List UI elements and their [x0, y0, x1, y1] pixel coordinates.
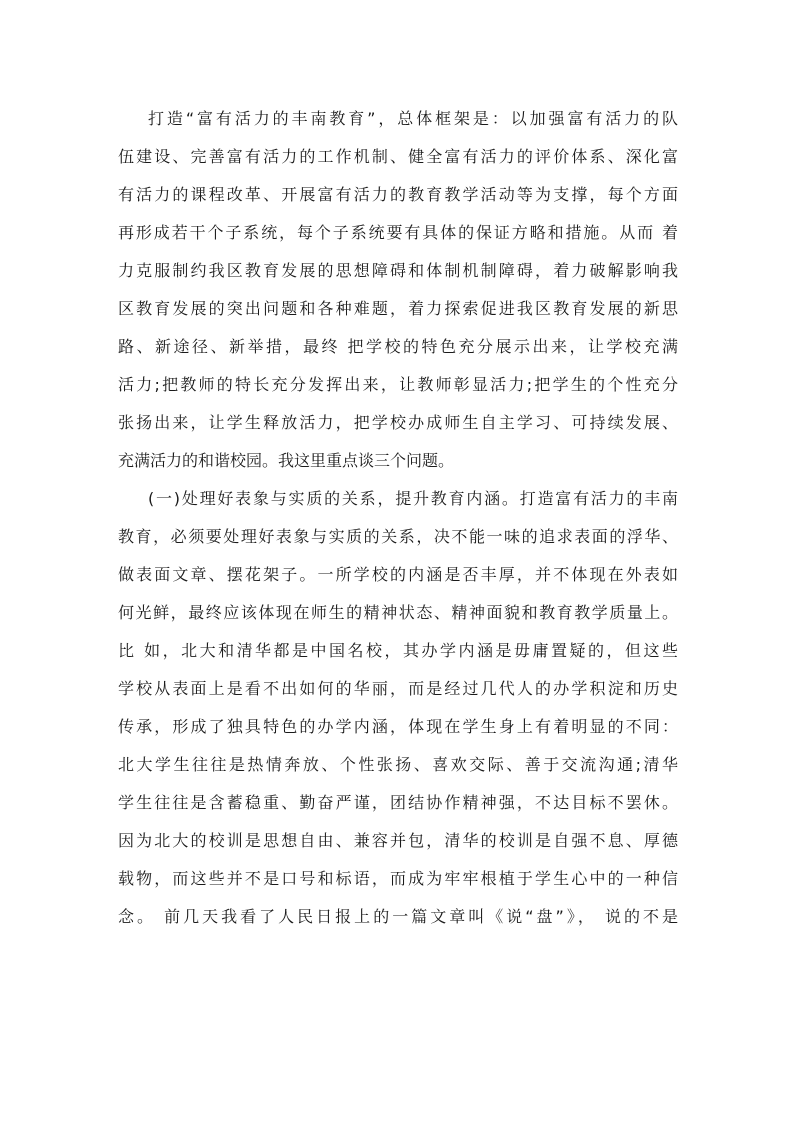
paragraph-1-line-10: 充满活力的和谐校园。我这里重点谈三个问题。	[118, 451, 455, 470]
paragraph-1-line-5: 力克服制约我区教育发展的思想障碍和体制机制障碍，着力破解影响我	[118, 261, 678, 280]
paragraph-2-line-1: (一)处理好表象与实质的关系，提升教育内涵。打造富有活力的丰南	[148, 489, 678, 508]
paragraph-1-line-7: 路、新途径、新举措，最终 把学校的特色充分展示出来，让学校充满	[118, 337, 678, 356]
paragraph-1-line-8: 活力;把教师的特长充分发挥出来，让教师彰显活力;把学生的个性充分	[118, 375, 678, 394]
paragraph-1-line-6: 区教育发展的突出问题和各种难题，着力探索促进我区教育发展的新思	[118, 299, 678, 318]
paragraph-2-line-4: 何光鲜，最终应该体现在师生的精神状态、精神面貌和教育教学质量上。	[118, 603, 678, 622]
paragraph-1-line-1: 打造“富有活力的丰南教育”，总体框架是：以加强富有活力的队	[148, 109, 678, 128]
paragraph-1-line-3: 有活力的课程改革、开展富有活力的教育教学活动等为支撑，每个方面	[118, 185, 678, 204]
document-body	[118, 100, 678, 936]
paragraph-2-line-12: 念。 前几天我看了人民日报上的一篇文章叫《说“盘”》， 说的不是	[118, 907, 678, 926]
paragraph-2-line-8: 北大学生往往是热情奔放、个性张扬、喜欢交际、善于交流沟通;清华	[118, 755, 678, 774]
paragraph-2-line-7: 传承，形成了独具特色的办学内涵，体现在学生身上有着明显的不同：	[118, 717, 678, 736]
paragraph-2-line-5: 比 如，北大和清华都是中国名校，其办学内涵是毋庸置疑的，但这些	[118, 641, 678, 660]
paragraph-2-line-6: 学校从表面上是看不出如何的华丽，而是经过几代人的办学积淀和历史	[118, 679, 678, 698]
paragraph-2-line-2: 教育，必须要处理好表象与实质的关系，决不能一味的追求表面的浮华、	[118, 527, 678, 546]
paragraph-2-line-9: 学生往往是含蓄稳重、勤奋严谨，团结协作精神强，不达目标不罢休。	[118, 793, 678, 812]
paragraph-2-line-3: 做表面文章、摆花架子。一所学校的内涵是否丰厚，并不体现在外表如	[118, 565, 678, 584]
paragraph-2-line-10: 因为北大的校训是思想自由、兼容并包，清华的校训是自强不息、厚德	[118, 831, 678, 850]
paragraph-1-line-2: 伍建设、完善富有活力的工作机制、健全富有活力的评价体系、深化富	[118, 147, 678, 166]
paragraph-1-line-4: 再形成若干个子系统，每个子系统要有具体的保证方略和措施。从而 着	[118, 223, 678, 242]
paragraph-1-line-9: 张扬出来，让学生释放活力，把学校办成师生自主学习、可持续发展、	[118, 413, 678, 432]
paragraph-2-line-11: 载物，而这些并不是口号和标语，而成为牢牢根植于学生心中的一种信	[118, 869, 678, 888]
